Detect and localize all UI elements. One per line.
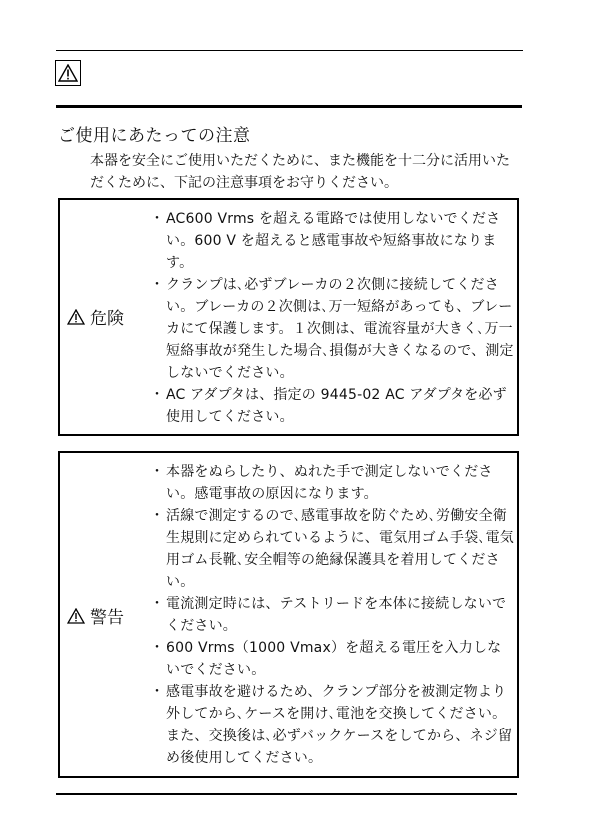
warning-item: ・ 本器をぬらしたり、ぬれた手で測定しないでください。感電事故の原因になります。 (152, 461, 514, 505)
caution-symbol-box (55, 60, 81, 86)
danger-box (58, 198, 519, 436)
bottom-rule (56, 793, 517, 795)
danger-item: ・ AC600 Vrms を超える電路では使用しないでください。600 V を超えると感電事故や短絡事故になります。 (152, 208, 514, 274)
intro-paragraph: 本器を安全にご使用いただくために、また機能を十二分に活用いただくために、下記の注意事項をお守りください。 (90, 153, 510, 191)
danger-list (152, 208, 514, 428)
danger-label-text: 危険 (90, 309, 124, 329)
danger-item: ・ クランプは､必ずブレーカの２次側に接続してください。ブレーカの２次側は､万一短絡があっても、ブレーカにて保護します。１次側は、電流容量が大きく､万一短絡事故が発生した場合､損傷が大きくなるので、測定しないでください。 (152, 274, 514, 384)
warning-box (58, 451, 519, 778)
warning-triangle-icon (67, 608, 85, 624)
warning-triangle-icon (58, 64, 78, 82)
warning-label-text: 警告 (90, 608, 124, 628)
warning-item: ・ 活線で測定するので､感電事故を防ぐため､労働安全衛生規則に定められているように、電気用ゴム手袋､電気用ゴム長靴､安全帽等の絶縁保護具を着用してください。 (152, 505, 514, 593)
warning-item: ・ 感電事故を避けるため、クランプ部分を被測定物より外してから､ケースを開け､電池を交換してください。また、交換後は､必ずバックケースをしてから、ネジ留め後使用してください。 (152, 681, 514, 769)
top-rule (56, 50, 523, 51)
danger-label (67, 304, 124, 329)
section-title: ご使用にあたっての注意 (58, 126, 251, 146)
danger-item: ・ AC アダプタは、指定の 9445-02 AC アダプタを必ず使用してください。 (152, 384, 514, 428)
warning-item: ・ 電流測定時には、テストリードを本体に接続しないでください。 (152, 593, 514, 637)
section-rule (56, 105, 522, 108)
warning-label (67, 603, 124, 628)
warning-item: ・ 600 Vrms（1000 Vmax）を超える電圧を入力しないでください。 (152, 637, 514, 681)
warning-list (152, 461, 514, 769)
warning-triangle-icon (67, 309, 85, 325)
